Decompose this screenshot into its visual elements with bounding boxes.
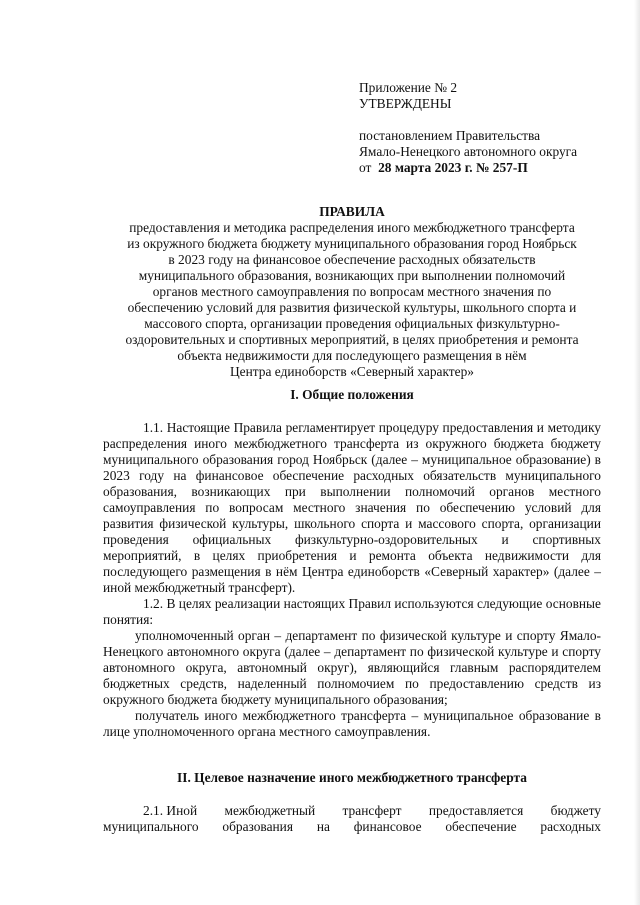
resolution-date [359, 160, 629, 176]
resolution-line: постановлением Правительства [359, 128, 541, 143]
title-heading: ПРАВИЛА [319, 204, 385, 219]
date-prefix: от [359, 160, 372, 175]
section2-body [103, 803, 601, 835]
title-line: массового спорта, организации проведения официальных физкультурно- [144, 316, 560, 331]
section-heading: II. Целевое назначение иного межбюджетного трансферта [177, 770, 527, 785]
approved-label: УТВЕРЖДЕНЫ [359, 96, 452, 111]
government-name: Ямало-Ненецкого автономного округа [359, 144, 578, 159]
section1-body [103, 420, 601, 740]
title-line: предоставления и методика распределения иного межбюджетного трансферта [129, 220, 575, 235]
title-line: Центра единоборств «Северный характер» [230, 364, 474, 379]
approval-block [359, 80, 629, 176]
paragraph-1-2: 1.2. В целях реализации настоящих Правил используются следующие основные понятия: [103, 596, 601, 627]
title-line: обеспечению условий для развития физической культуры, школьного спорта и [127, 300, 577, 315]
paragraph-2-1-line: муниципального образования на финансовое обеспечение расходных [103, 819, 601, 834]
date-number: 28 марта 2023 г. № 257-П [378, 160, 528, 175]
appendix-number: Приложение № 2 [359, 80, 458, 95]
definition-authorized-body: уполномоченный орган – департамент по физической культуре и спорту Ямало-Ненецкого автономного округа (далее – департамент по физической культуре и спорту автономного округа, автономный округ), являющийся главным распорядителем бюджетных средств, наделенный полномочием по предоставлению средств из окружного бюджета бюджету муниципального образования; [103, 628, 601, 707]
section-heading: I. Общие положения [290, 387, 414, 402]
title-line: органов местного самоуправления по вопросам местного значения по [152, 284, 552, 299]
title-line: оздоровительных и спортивных мероприятий, в целях приобретения и ремонта [125, 332, 579, 347]
title-line: объекта недвижимости для последующего размещения в нём [177, 348, 527, 363]
definition-recipient: получатель иного межбюджетного трансферта – муниципальное образование в лице уполномоченного органа местного самоуправления. [103, 708, 601, 739]
title-line: муниципального образования, возникающих при выполнении полномочий [138, 268, 566, 283]
paragraph-1-1: 1.1. Настоящие Правила регламентирует процедуру предоставления и методику распределения иного межбюджетного трансферта из окружного бюджета бюджету муниципального образования город Ноябрьск (далее – муниципальное образование) в 2023 году на финансовое обеспечение расходных обязательств муниципального образования, возникающих при выполнении полномочий органов местного самоуправления по вопросам местного значения по обеспечению условий для развития физической культуры, школьного спорта и массового спорта, организации проведения официальных физкультурно-оздоровительных и спортивных мероприятий, в целях приобретения и ремонта объекта недвижимости для последующего размещения в нём Центра единоборств «Северный характер» (далее – иной межбюджетный трансферт). [103, 420, 601, 595]
document-title [90, 204, 614, 380]
title-line: в 2023 году на финансовое обеспечение расходных обязательств [168, 252, 536, 267]
title-line: из окружного бюджета бюджету муниципального образования город Ноябрьск [127, 236, 577, 251]
page-edge-shadow [634, 0, 640, 905]
paragraph-2-1-line: 2.1. Иной межбюджетный трансферт предоставляется бюджету [143, 803, 601, 818]
